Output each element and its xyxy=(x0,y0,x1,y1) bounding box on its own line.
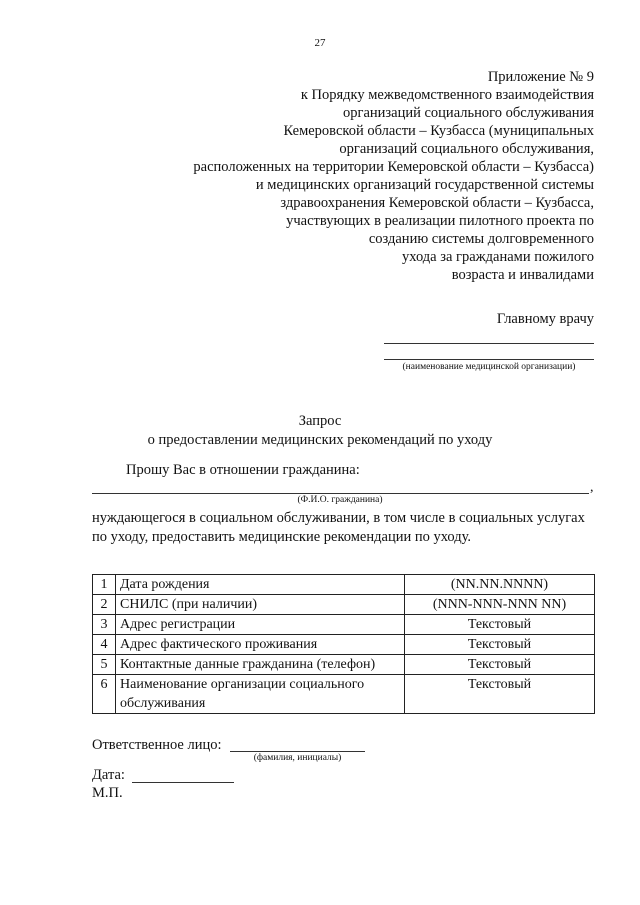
appendix-line: ухода за гражданами пожилого xyxy=(402,249,594,265)
row-number: 6 xyxy=(93,675,116,714)
row-format: Текстовый xyxy=(405,675,595,714)
info-table xyxy=(92,574,595,714)
addressee-label: Главному врачу xyxy=(496,311,594,327)
appendix-line: участвующих в реализации пилотного проекта по xyxy=(286,213,594,229)
row-format: Текстовый xyxy=(405,635,595,655)
row-number: 4 xyxy=(93,635,116,655)
table-row xyxy=(93,635,595,655)
responsible-label: Ответственное лицо: xyxy=(92,737,222,753)
row-number: 2 xyxy=(93,595,116,615)
table-row xyxy=(93,595,595,615)
row-number: 5 xyxy=(93,655,116,675)
table-row xyxy=(93,575,595,595)
row-format: (NNN-NNN-NNN NN) xyxy=(405,595,595,615)
appendix-line: здравоохранения Кемеровской области – Кузбасса, xyxy=(280,195,594,211)
appendix-line: Кемеровской области – Кузбасса (муниципальных xyxy=(283,123,594,139)
row-format: (NN.NN.NNNN) xyxy=(405,575,595,595)
body-line-2: по уходу, предоставить медицинские рекомендации по уходу. xyxy=(92,529,472,545)
row-name: Наименование организации социального обслуживания xyxy=(116,675,405,714)
row-name: Адрес регистрации xyxy=(116,615,405,635)
date-line xyxy=(132,782,234,783)
table-row xyxy=(93,655,595,675)
row-format: Текстовый xyxy=(405,655,595,675)
addressee-caption: (наименование медицинской организации) xyxy=(402,362,576,372)
body-line-1: нуждающегося в социальном обслуживании, в том числе в социальных услугах xyxy=(92,510,585,526)
table-row xyxy=(93,675,595,714)
appendix-line: к Порядку межведомственного взаимодействия xyxy=(300,87,594,103)
responsible-line xyxy=(230,751,365,752)
date-label: Дата: xyxy=(92,767,125,783)
fio-comma: , xyxy=(590,480,594,495)
row-format: Текстовый xyxy=(405,615,595,635)
appendix-line: организаций социального обслуживания xyxy=(343,105,594,121)
fio-caption: (Ф.И.О. гражданина) xyxy=(297,495,383,505)
appendix-line: и медицинских организаций государственной системы xyxy=(255,177,594,193)
appendix-line: расположенных на территории Кемеровской области – Кузбасса) xyxy=(193,159,594,175)
row-number: 1 xyxy=(93,575,116,595)
appendix-header xyxy=(124,68,594,284)
stamp-label: М.П. xyxy=(92,785,123,801)
row-name: Контактные данные гражданина (телефон) xyxy=(116,655,405,675)
fio-line xyxy=(92,493,589,494)
title-line-1: Запрос xyxy=(298,413,342,429)
appendix-line: возраста и инвалидами xyxy=(451,267,594,283)
row-name: Адрес фактического проживания xyxy=(116,635,405,655)
document-title xyxy=(0,412,640,450)
row-name: Дата рождения xyxy=(116,575,405,595)
appendix-line: организаций социального обслуживания, xyxy=(339,141,594,157)
row-number: 3 xyxy=(93,615,116,635)
responsible-caption: (фамилия, инициалы) xyxy=(253,753,342,763)
appendix-line: созданию системы долговременного xyxy=(368,231,594,247)
page-number: 27 xyxy=(314,37,326,49)
appendix-line: Приложение № 9 xyxy=(487,69,594,85)
addressee-line-1 xyxy=(384,343,594,344)
addressee-line-2 xyxy=(384,359,594,360)
request-intro: Прошу Вас в отношении гражданина: xyxy=(126,462,360,478)
title-line-2: о предоставлении медицинских рекомендаций по уходу xyxy=(147,432,493,448)
table-row xyxy=(93,615,595,635)
row-name: СНИЛС (при наличии) xyxy=(116,595,405,615)
